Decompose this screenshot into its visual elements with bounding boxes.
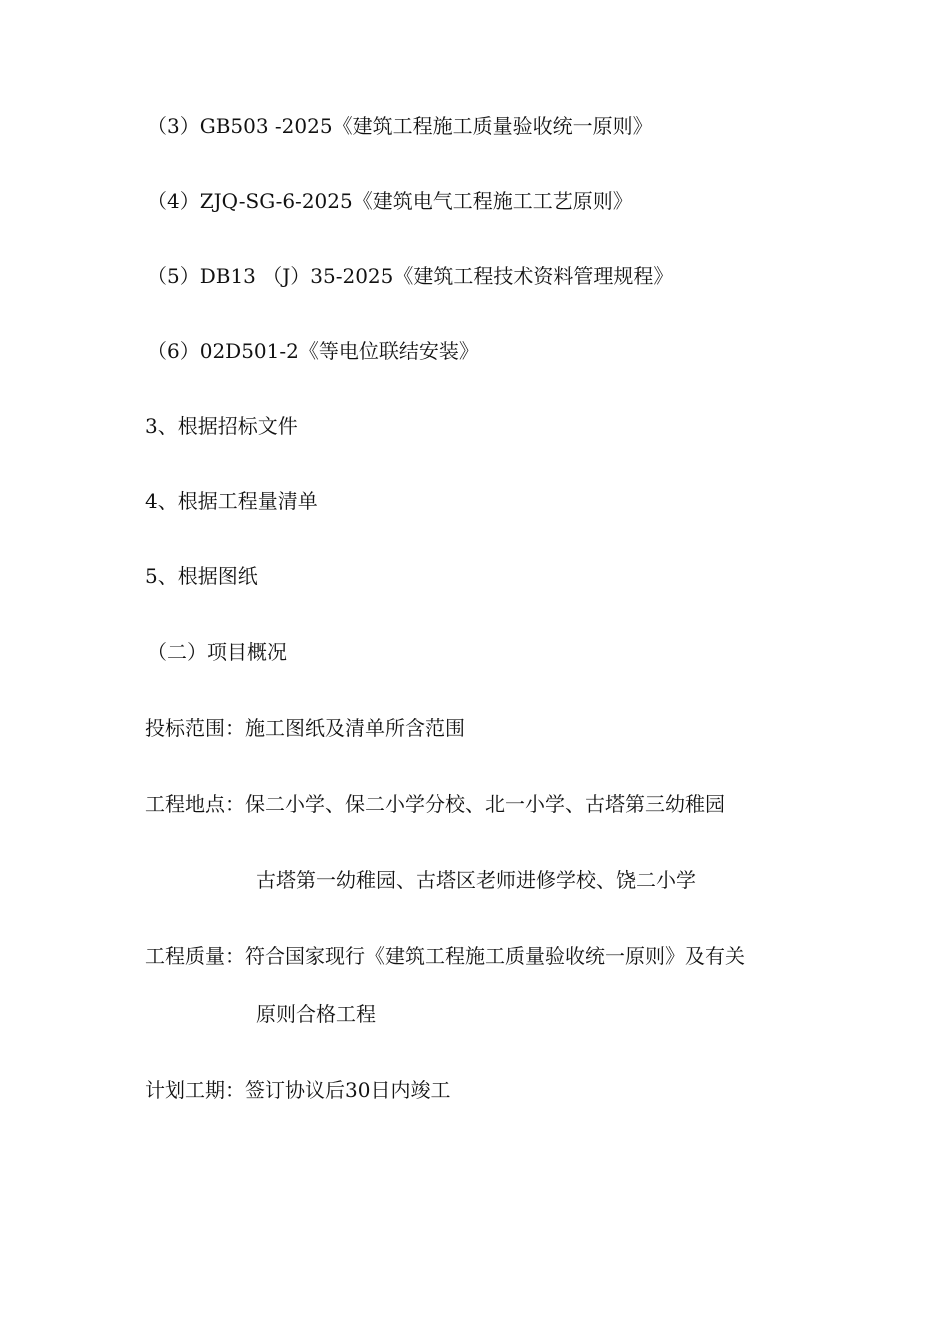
standard-item-4: （4）ZJQ-SG-6-2025《建筑电气工程施工工艺原则》 xyxy=(147,189,633,213)
standard-item-3: （3）GB503 -2025《建筑工程施工质量验收统一原则》 xyxy=(147,114,653,138)
basis-item-3: 3、根据招标文件 xyxy=(145,414,298,438)
bid-scope: 投标范围：施工图纸及清单所含范围 xyxy=(145,716,465,740)
project-location-continued: 古塔第一幼稚园、古塔区老师进修学校、饶二小学 xyxy=(256,868,696,892)
basis-item-4: 4、根据工程量清单 xyxy=(145,489,318,513)
basis-item-5: 5、根据图纸 xyxy=(145,564,258,588)
project-quality-continued: 原则合格工程 xyxy=(256,1002,376,1026)
standard-item-6: （6）02D501-2《等电位联结安装》 xyxy=(147,339,479,363)
project-location: 工程地点：保二小学、保二小学分校、北一小学、古塔第三幼稚园 xyxy=(145,792,725,816)
standard-item-5: （5）DB13 （J）35-2025《建筑工程技术资料管理规程》 xyxy=(147,264,674,288)
section-heading: （二）项目概况 xyxy=(147,640,287,664)
planned-schedule: 计划工期：签订协议后30日内竣工 xyxy=(145,1078,451,1102)
project-quality: 工程质量：符合国家现行《建筑工程施工质量验收统一原则》及有关 xyxy=(145,944,745,968)
